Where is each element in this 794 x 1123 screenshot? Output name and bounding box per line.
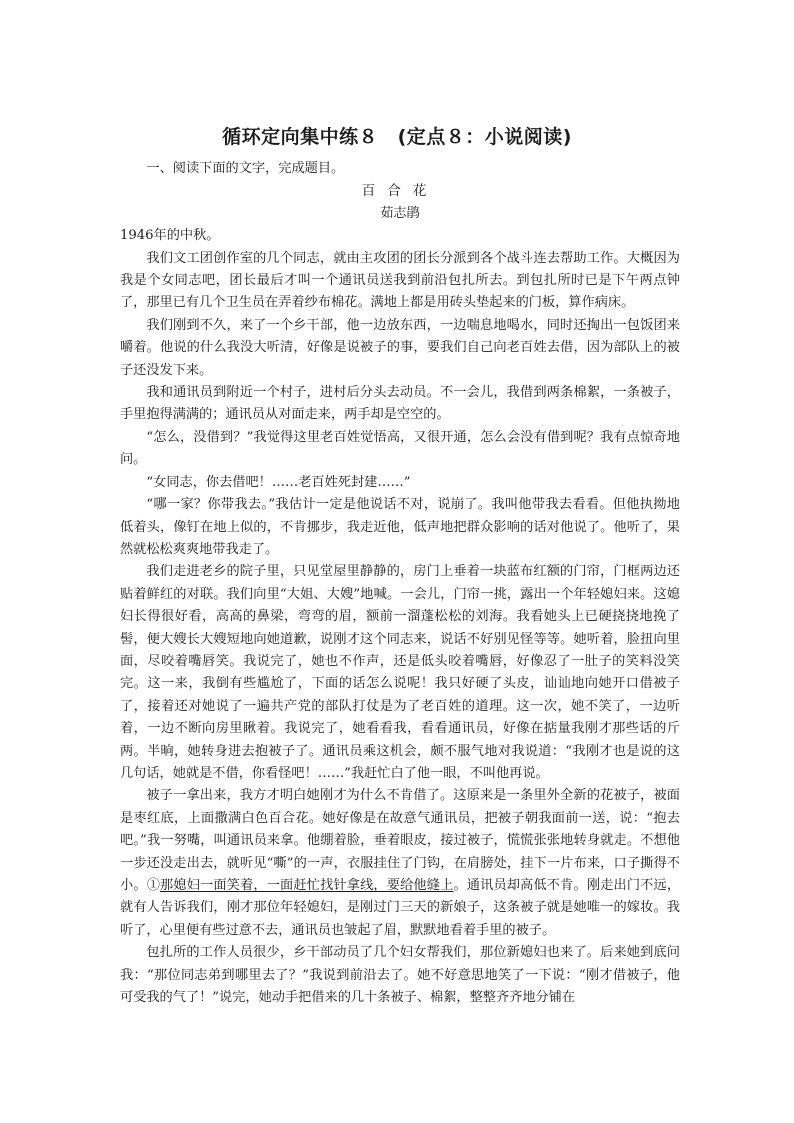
underlined-sentence: 那媳妇一面笑着，一面赶忙找针拿线，要给他缝上: [160, 878, 454, 893]
document-body: [120, 158, 680, 1009]
paragraph-9: 包扎所的工作人员很少，乡干部动员了几个妇女帮我们，那位新媳妇也来了。后来她到底问我：“那位同志弟到哪里去了？”我说到前沿去了。她不好意思地笑了一下说：“刚才借被子，他可受我的气了！”说完，她动手把借来的几十条被子、棉絮，整整齐齐地分铺在: [120, 945, 680, 1006]
paragraph-5: “女同志，你去借吧！……老百姓死封建……”: [146, 474, 411, 490]
paragraph-8: [120, 785, 680, 942]
paragraph-7: 我们走进老乡的院子里，只见堂屋里静静的，房门上垂着一块蓝布红额的门帘，门框两边还贴着鲜红的对联。我们向里“大姐、大嫂”地喊。一会儿，门帘一挑，露出一个年轻媳妇来。这媳妇长得很好看，高高的鼻梁，弯弯的眉，额前一溜蓬松松的刘海。我看她头上已硬挠挠地挽了髻，便大嫂长大嫂短地向她道歉，说刚才这个同志来，说话不好别见怪等等。她听着，脸扭向里面，尽咬着嘴唇笑。我说完了，她也不作声，还是低头咬着嘴唇，好像忍了一肚子的笑料没笑完。这一来，我倒有些尴尬了，下面的话怎么说呢！我只好硬了头皮，讪讪地向她开口借被子了，接着还对她说了一遍共产党的部队打仗是为了老百姓的道理。这一次，她不笑了，一边听着，一边不断向房里瞅着。我说完了，她看看我，看看通讯员，好像在掂量我刚才那些话的斤两。半晌，她转身进去抱被子了。通讯员乘这机会，颇不服气地对我说道：“我刚才也是说的这几句话，她就是不借，你看怪吧！……”我赶忙白了他一眼，不叫他再说。: [120, 564, 680, 781]
instruction: 一、阅读下面的文字，完成题目。: [146, 161, 345, 176]
paragraph-2: 我们刚到不久，来了一个乡干部，他一边放东西，一边喘息地喝水，同时还掏出一包饭团来嚼着。他说的什么我没大听清，好像是说被子的事，要我们自己向老百姓去借，因为部队上的被子还没发下来。: [120, 317, 680, 378]
date-line: 1946年的中秋。: [120, 228, 220, 244]
paragraph-8-text: 被子一拿出来，我方才明白她刚才为什么不肯借了。这原来是一条里外全新的花被子，被面是枣红底，上面撒满白色百合花。她好像是在故意气通讯员，把被子朝我面前一送，说：“抱去吧。”我一努嘴，叫通讯员来拿。他绷着脸，垂着眼皮，接过被子，慌慌张张地转身就走。不想他一步还没走出去，就听见“嘶”的一声，衣服挂住了门钩，在肩膀处，挂下一片布来，口子撕得不小。: [120, 788, 680, 893]
paragraph-4: “怎么，没借到？”我觉得这里老百姓觉悟高，又很开通，怎么会没有借到呢？我有点惊奇地问。: [120, 429, 680, 468]
annotation-marker: ①: [146, 878, 161, 893]
story-title: 百合花: [361, 183, 439, 200]
author: 茹志鹃: [380, 205, 420, 221]
paragraph-1: 我们文工团创作室的几个同志，就由主攻团的团长分派到各个战斗连去帮助工作。大概因为我是个女同志吧，团长最后才叫一个通讯员送我到前沿包扎所去。到包扎所时已是下午两点钟了，那里已有几个卫生员在弄着纱布棉花。满地上都是用砖头垫起来的门板，算作病床。: [120, 250, 680, 311]
page-title: 循环定向集中练８ (定点８：小说阅读): [222, 126, 572, 148]
paragraph-8-tail: 。通讯员却高低不肯。刚走出门不远，就有人告诉我们，刚才那位年轻媳妇，是刚过门三天的新娘子，这条被子就是她唯一的嫁妆。我听了，心里便有些过意不去，通讯员也皱起了眉，默默地看着手里的被子。: [120, 878, 681, 938]
paragraph-3: 我和通讯员到附近一个村子，进村后分头去动员。不一会儿，我借到两条棉絮，一条被子，手里抱得满满的；通讯员从对面走来，两手却是空空的。: [120, 385, 680, 423]
paragraph-6: “哪一家？你带我去。”我估计一定是他说话不对，说崩了。我叫他带我去看看。但他执拗地低着头，像钉在地上似的，不肯挪步，我走近他，低声地把群众影响的话对他说了。他听了，果然就松松爽爽地带我走了。: [120, 497, 680, 557]
